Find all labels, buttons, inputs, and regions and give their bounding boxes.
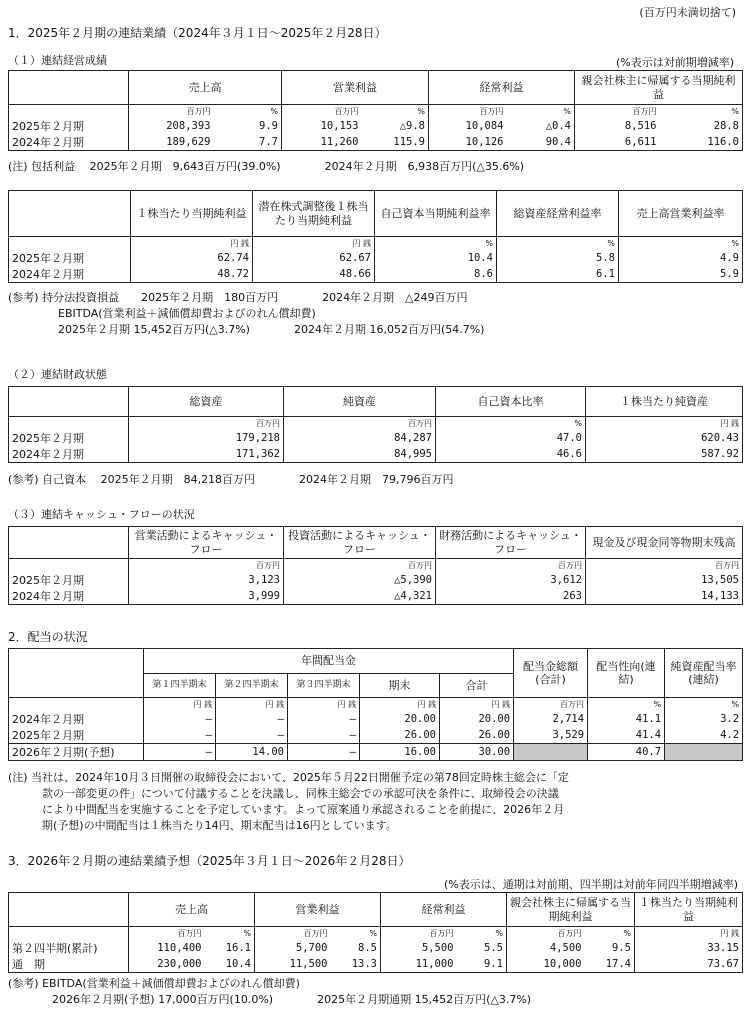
header-doe: 純資産配当率(連結)	[665, 649, 743, 698]
cell-shaded	[514, 743, 588, 760]
cell: 30.00	[440, 743, 514, 760]
section1-title: 1．2025年２月期の連結業績（2024年３月１日～2025年２月28日）	[8, 26, 387, 40]
header-cash-balance: 現金及び現金同等物期末残高	[586, 527, 743, 559]
row-label: 2024年２月期	[9, 134, 129, 151]
header-operating-margin: 売上高営業利益率	[619, 191, 743, 237]
cell: 9.9	[259, 119, 278, 132]
cash-flow-table	[8, 526, 743, 605]
cell: ―	[288, 743, 360, 760]
unit: %	[495, 928, 503, 938]
unit: 百万円	[284, 417, 436, 430]
cell: 11,500	[255, 956, 331, 973]
cell: 14,133	[586, 588, 743, 605]
dividend-note-2: 款の一部変更の件」について付議することを決議し、同株主総会での承認可決を条件に、取締役会の決議	[42, 787, 559, 800]
cell: 41.1	[588, 711, 665, 727]
row-label: 2025年２月期	[9, 572, 129, 588]
cell: 10.4	[375, 250, 497, 266]
unit: %	[619, 237, 743, 250]
header-q1: 第１四半期末	[144, 674, 216, 698]
ref-ebitda-values: 2025年２月期 15,452百万円(△3.7%) 2024年２月期 16,052百万円(54.7%)	[58, 323, 485, 336]
per-share-table	[8, 190, 743, 283]
header-net-income: 親会社株主に帰属する当期純利益	[507, 893, 635, 927]
header-net-assets: 純資産	[284, 387, 436, 417]
unit: 百万円	[436, 559, 586, 572]
cell: 4.9	[619, 250, 743, 266]
unit: 百万円	[129, 417, 284, 430]
unit: %	[588, 698, 665, 711]
cell: 8.6	[375, 266, 497, 283]
unit: 円 銭	[635, 927, 743, 940]
header-total-dividends: 配当金総額(合計)	[514, 649, 588, 698]
header-sales: 売上高	[129, 893, 255, 927]
cell: 62.67	[253, 250, 375, 266]
dividend-note-1: (注) 当社は、2024年10月３日開催の取締役会において、2025年５月22日開催予定の第78回定時株主総会に「定	[8, 771, 569, 784]
section3-title: 3．2026年２月期の連結業績予想（2025年３月１日～2026年２月28日）	[8, 854, 411, 868]
cell: △9.8	[399, 119, 425, 132]
cell: 40.7	[588, 743, 665, 760]
row-label: 2025年２月期	[9, 430, 129, 446]
unit: 円 銭	[216, 698, 288, 711]
cell: 33.15	[635, 940, 743, 956]
cell: 13.3	[331, 956, 381, 973]
unit: %	[665, 698, 743, 711]
header-operating-income: 営業利益	[255, 893, 381, 927]
cell-shaded	[665, 743, 743, 760]
cell: ―	[144, 711, 216, 727]
cell: △5,390	[284, 572, 436, 588]
unit: 円 銭	[288, 698, 360, 711]
comprehensive-income-note: (注) 包括利益 2025年２月期 9,643百万円(39.0%) 2024年２月期 6,938百万円(△35.6%)	[8, 160, 525, 173]
row-label: 2024年２月期	[9, 588, 129, 605]
cell: 263	[436, 588, 586, 605]
forecast-table	[8, 892, 743, 973]
header-total-assets: 総資産	[129, 387, 284, 417]
cell: 13,505	[586, 572, 743, 588]
unit: %	[660, 105, 743, 118]
cell: 6.1	[497, 266, 619, 283]
cell: 9.5	[612, 941, 631, 954]
row-label: 2025年２月期	[9, 250, 131, 266]
header-diluted-eps: 潜在株式調整後１株当たり当期純利益	[253, 191, 375, 237]
sub2-title: （２）連結財政状態	[8, 368, 107, 381]
row-label: 2024年２月期	[9, 711, 144, 727]
unit: %	[375, 237, 497, 250]
unit: 百万円	[507, 927, 585, 940]
cell: 8,516	[575, 118, 660, 134]
forecast-ref-ebitda-label: (参考) EBITDA(営業利益＋減価償却費およびのれん償却費)	[8, 977, 300, 990]
header-blank	[9, 71, 129, 105]
row-label: 第２四半期(累計)	[9, 940, 129, 956]
cell: 46.6	[436, 446, 586, 463]
header-roa: 総資産経常利益率	[497, 191, 619, 237]
cell: 84,287	[284, 430, 436, 446]
cell: 14.00	[216, 743, 288, 760]
header-operating-income: 営業利益	[282, 71, 429, 105]
header-operating-cf: 営業活動によるキャッシュ・フロー	[129, 527, 284, 559]
unit: 円 銭	[360, 698, 440, 711]
cell: 7.7	[214, 134, 282, 151]
header-roe: 自己資本当期純利益率	[375, 191, 497, 237]
operating-results-table	[8, 70, 743, 151]
cell: △0.4	[545, 119, 571, 132]
forecast-ref-ebitda-values: 2026年２月期(予想) 17,000百万円(10.0%) 2025年２月期通期 15,452百万円(△3.7%)	[52, 993, 532, 1006]
row-label: 通 期	[9, 956, 129, 973]
header-investing-cf: 投資活動によるキャッシュ・フロー	[284, 527, 436, 559]
unit: %	[243, 928, 251, 938]
unit: 百万円	[284, 559, 436, 572]
cell: 26.00	[440, 727, 514, 744]
unit: %	[563, 106, 571, 116]
header-ordinary-income: 経常利益	[381, 893, 507, 927]
unit: 百万円	[129, 559, 284, 572]
cell: 620.43	[586, 430, 743, 446]
cell: ―	[144, 743, 216, 760]
unit: %	[417, 106, 425, 116]
cell: 41.4	[588, 727, 665, 744]
cell: 62.74	[131, 250, 253, 266]
cell: 20.00	[440, 711, 514, 727]
header-ordinary-income: 経常利益	[429, 71, 575, 105]
header-eps: １株当たり当期純利益	[635, 893, 743, 927]
cell: ―	[216, 711, 288, 727]
unit: 百万円	[282, 105, 362, 118]
unit: 百万円	[429, 105, 507, 118]
header-equity-ratio: 自己資本比率	[436, 387, 586, 417]
header-eps: １株当たり当期純利益	[131, 191, 253, 237]
unit: %	[436, 417, 586, 430]
cell: 5,500	[381, 940, 457, 956]
cell: 10,000	[507, 956, 585, 973]
cell: 17.4	[585, 956, 635, 973]
cell: 3,529	[514, 727, 588, 744]
unit: 百万円	[575, 105, 660, 118]
unit: 百万円	[586, 559, 743, 572]
unit: 円 銭	[586, 417, 743, 430]
cell: 11,260	[282, 134, 362, 151]
ref-ebitda-label: EBITDA(営業利益＋減価償却費およびのれん償却費)	[58, 307, 316, 320]
cell: 179,218	[129, 430, 284, 446]
row-label: 2025年２月期	[9, 118, 129, 134]
cell: 16.1	[225, 941, 251, 954]
header-sales: 売上高	[129, 71, 282, 105]
cell: 47.0	[436, 430, 586, 446]
unit: 百万円	[381, 927, 457, 940]
ref-equity: (参考) 自己資本 2025年２月期 84,218百万円 2024年２月期 79,796百万円	[8, 473, 454, 486]
unit: %	[270, 106, 278, 116]
row-label: 2026年２月期(予想)	[9, 743, 144, 760]
unit: 円 銭	[440, 698, 514, 711]
cell: 208,393	[129, 118, 214, 134]
cell: 6,611	[575, 134, 660, 151]
unit: 百万円	[514, 698, 588, 711]
cell: 230,000	[129, 956, 205, 973]
header-net-income: 親会社株主に帰属する当期純利益	[575, 71, 743, 105]
unit: 円 銭	[131, 237, 253, 250]
header-bps: １株当たり純資産	[586, 387, 743, 417]
cell: 10,153	[282, 118, 362, 134]
cell: 90.4	[507, 134, 575, 151]
unit: %	[369, 928, 377, 938]
cell: △4,321	[284, 588, 436, 605]
cell: 4,500	[507, 940, 585, 956]
cell: 48.66	[253, 266, 375, 283]
cell: 3,123	[129, 572, 284, 588]
dividend-note-4: 期(予想)の中間配当は１株当たり14円、期末配当は16円としています。	[42, 819, 397, 832]
header-q3: 第３四半期末	[288, 674, 360, 698]
cell: 3.2	[665, 711, 743, 727]
cell: 10.4	[205, 956, 255, 973]
cell: 171,362	[129, 446, 284, 463]
cell: 110,400	[129, 940, 205, 956]
cell: 10,084	[429, 118, 507, 134]
cell: 5,700	[255, 940, 331, 956]
cell: 115.9	[362, 134, 429, 151]
cell: 5.9	[619, 266, 743, 283]
section2-title: 2．配当の状況	[8, 630, 88, 644]
dividends-table	[8, 648, 743, 761]
unit: 円 銭	[144, 698, 216, 711]
cell: 10,126	[429, 134, 507, 151]
cell: 9.1	[457, 956, 507, 973]
dividend-note-3: により中間配当を実施することを予定しています。よって原案通り承認されることを前提に、2026年２月	[42, 803, 565, 816]
unit: 百万円	[255, 927, 331, 940]
sub1-title: （１）連結経営成績	[8, 54, 107, 67]
cell: 73.67	[635, 956, 743, 973]
cell: 26.00	[360, 727, 440, 744]
unit: 百万円	[129, 105, 214, 118]
forecast-note: (%表示は、通期は対前期、四半期は対前年同四半期増減率)	[443, 878, 738, 891]
unit-note: (百万円未満切捨て)	[639, 6, 736, 19]
unit: 百万円	[129, 927, 205, 940]
cell: 48.72	[131, 266, 253, 283]
row-label: 2025年２月期	[9, 727, 144, 744]
sub1-note: (%表示は対前期増減率)	[615, 56, 734, 69]
header-q2: 第２四半期末	[216, 674, 288, 698]
cell: 28.8	[660, 118, 743, 134]
cell: 84,995	[284, 446, 436, 463]
cell: 4.2	[665, 727, 743, 744]
header-payout-ratio: 配当性向(連結)	[588, 649, 665, 698]
sub3-title: （３）連結キャッシュ・フローの状況	[8, 508, 195, 521]
cell: ―	[216, 727, 288, 744]
cell: ―	[144, 727, 216, 744]
header-year-end: 期末	[360, 674, 440, 698]
ref-equity-method: (参考) 持分法投資損益 2025年２月期 180百万円 2024年２月期 △249百万円	[8, 291, 468, 304]
cell: ―	[288, 711, 360, 727]
header-total: 合計	[440, 674, 514, 698]
unit: %	[623, 928, 631, 938]
row-label: 2024年２月期	[9, 266, 131, 283]
cell: 5.8	[497, 250, 619, 266]
financial-position-table	[8, 386, 743, 463]
cell: 11,000	[381, 956, 457, 973]
cell: 587.92	[586, 446, 743, 463]
row-label: 2024年２月期	[9, 446, 129, 463]
header-financing-cf: 財務活動によるキャッシュ・フロー	[436, 527, 586, 559]
cell: 116.0	[660, 134, 743, 151]
cell: 189,629	[129, 134, 214, 151]
cell: 16.00	[360, 743, 440, 760]
cell: ―	[288, 727, 360, 744]
cell: 3,999	[129, 588, 284, 605]
cell: 2,714	[514, 711, 588, 727]
cell: 3,612	[436, 572, 586, 588]
cell: 20.00	[360, 711, 440, 727]
unit: %	[497, 237, 619, 250]
unit: 円 銭	[253, 237, 375, 250]
cell: 5.5	[484, 941, 503, 954]
header-annual-dividend: 年間配当金	[144, 649, 514, 674]
cell: 8.5	[358, 941, 377, 954]
